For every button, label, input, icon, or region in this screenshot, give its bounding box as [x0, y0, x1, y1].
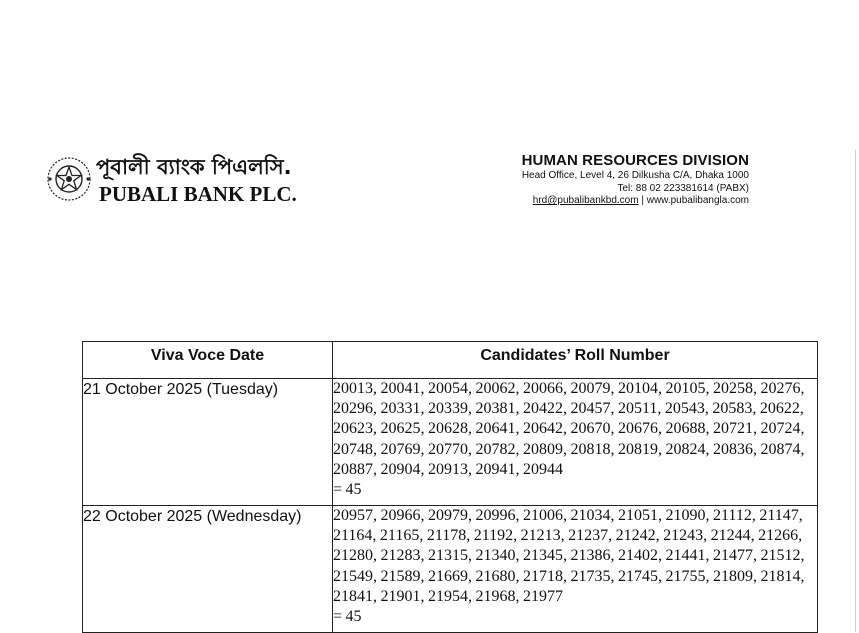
roll-numbers: 20957, 20966, 20979, 20996, 21006, 21034, 21051, 21090, 21112, 21147, 21164, 21165, 21178, 21192, 21213, 21237, 21242, 21243, 21244, 21266, 21280, 21283, 21315, 21340, 21345, 21386, 21402, 21441, 21477, 21512, 21549, 21589, 21669, 21680, 21718, 21735, 21745, 21755, 21809, 21814, 21841, 21901, 21954, 21968, 21977 [333, 507, 805, 605]
viva-date-text: 22 October 2025 (Wednesday) [83, 508, 302, 525]
roll-numbers-cell [333, 506, 818, 633]
table-header-row [83, 342, 818, 379]
contact-separator: | [638, 195, 647, 206]
roll-count: = 45 [333, 481, 362, 499]
viva-date [83, 506, 333, 633]
roll-numbers: 20013, 20041, 20054, 20062, 20066, 20079, 20104, 20105, 20258, 20276, 20296, 20331, 20339, 20381, 20422, 20457, 20511, 20543, 20583, 20622, 20623, 20625, 20628, 20641, 20642, 20670, 20676, 20688, 20721, 20724, 20748, 20769, 20770, 20782, 20809, 20818, 20819, 20824, 20836, 20874, 20887, 20904, 20913, 20941, 20944 [333, 380, 805, 478]
viva-schedule-table [82, 341, 818, 633]
roll-numbers-cell [333, 379, 818, 506]
viva-date: 21 October 2025 (Tuesday) [83, 379, 333, 506]
brand-name-english: PUBALI BANK PLC. [99, 182, 297, 206]
bank-logo [46, 156, 92, 202]
header-roll-number: Candidates’ Roll Number [333, 342, 818, 379]
roll-count: = 45 [333, 608, 362, 626]
header-viva-date: Viva Voce Date [83, 342, 333, 379]
table-row [83, 506, 818, 633]
division-title: HUMAN RESOURCES DIVISION [521, 152, 749, 169]
bank-logo-emblem [46, 156, 92, 202]
website-link[interactable]: www.pubalibangla.com [646, 195, 749, 206]
division-telephone: Tel: 88 02 223381614 (PABX) [617, 182, 749, 194]
division-contact [522, 195, 749, 208]
brand-name-bengali: পূবালী ব্যাংক পিএলসি. [96, 155, 292, 179]
division-header [522, 152, 749, 208]
page-edge [855, 150, 856, 632]
email-link[interactable]: hrd@pubalibankbd.com [532, 195, 639, 206]
division-address: Head Office, Level 4, 26 Dilkusha C/A, Dhaka 1000 [521, 170, 749, 181]
table-row [83, 379, 818, 506]
